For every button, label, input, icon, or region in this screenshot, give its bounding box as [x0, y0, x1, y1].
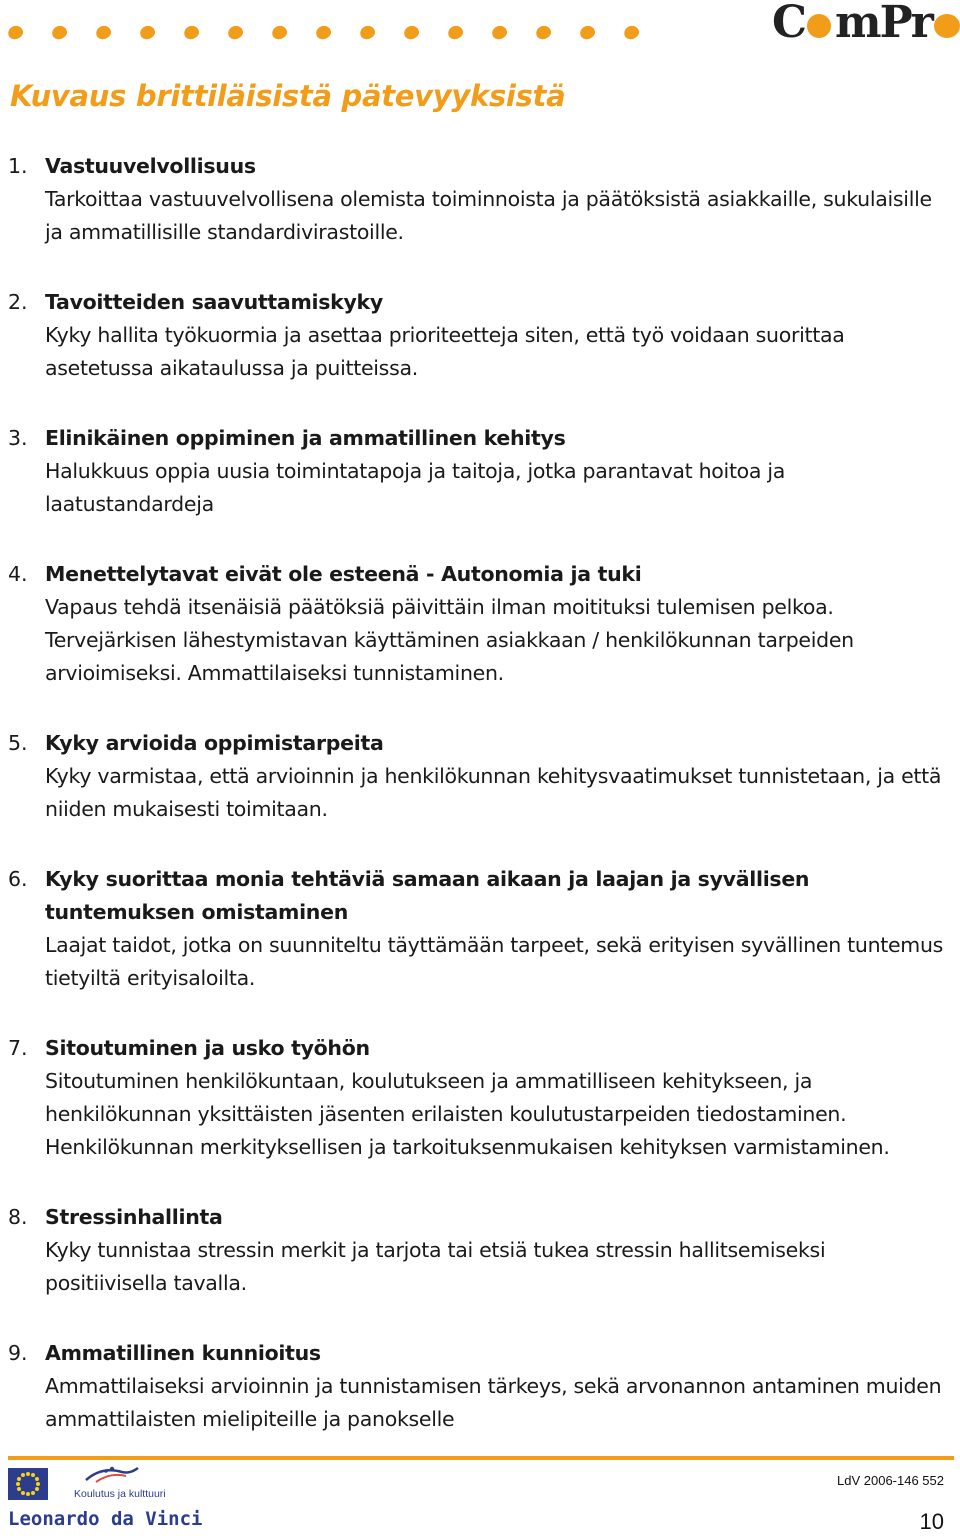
list-item	[0, 558, 960, 690]
list-item-heading: Kyky suorittaa monia tehtäviä samaan aikaan ja laajan ja syvällisen tuntemuksen omistaminen	[45, 867, 810, 924]
list-item-number: 3.	[8, 426, 28, 450]
eu-star-icon	[31, 1473, 35, 1477]
list-item-heading: Stressinhallinta	[45, 1205, 223, 1229]
decorative-dot-icon	[270, 24, 289, 41]
eu-star-icon	[17, 1487, 21, 1491]
eu-star-icon	[16, 1482, 20, 1486]
decorative-dot-icon	[358, 24, 377, 41]
list-item-description: Laajat taidot, jotka on suunniteltu täyttämään tarpeet, sekä erityisen syvällinen tuntemus tietyiltä erityisaloilta.	[45, 933, 944, 990]
list-item-description: Vapaus tehdä itsenäisiä päätöksiä päivittäin ilman moitituksi tulemisen pelkoa. Tervejärkisen lähestymistavan käyttäminen asiakkaan / henkilökunnan tarpeiden arvioimiseksi. Ammattilaiseksi tunnistaminen.	[45, 595, 854, 685]
decorative-dot-icon	[226, 24, 245, 41]
page-number: 10	[919, 1509, 944, 1534]
education-culture-icon	[82, 1464, 142, 1484]
list-item	[0, 286, 960, 385]
list-item-heading: Vastuuvelvollisuus	[45, 154, 256, 178]
list-item	[0, 863, 960, 995]
list-item-heading: Ammatillinen kunnioitus	[45, 1341, 321, 1365]
eu-star-icon	[35, 1487, 39, 1491]
list-item-heading: Sitoutuminen ja usko työhön	[45, 1036, 370, 1060]
compro-logo: C mPr	[772, 0, 942, 46]
list-item-number: 4.	[8, 562, 28, 586]
list-item-description: Ammattilaiseksi arvioinnin ja tunnistamisen tärkeys, sekä arvonannon antaminen muiden ammattilaisten mielipiteille ja panokselle	[45, 1374, 942, 1431]
list-item	[0, 727, 960, 826]
list-item-heading: Kyky arvioida oppimistarpeita	[45, 731, 384, 755]
decorative-dot-icon	[50, 24, 69, 41]
competency-list	[0, 150, 960, 1473]
list-item-description: Kyky tunnistaa stressin merkit ja tarjota tai etsiä tukea stressin hallitsemiseksi positiivisella tavalla.	[45, 1238, 826, 1295]
eu-flag-icon	[8, 1468, 48, 1500]
ministry-text: Koulutus ja kulttuuri	[74, 1488, 166, 1500]
eu-star-icon	[21, 1491, 25, 1495]
decorative-dot-icon	[314, 24, 333, 41]
decorative-dot-icon	[446, 24, 465, 41]
eu-star-icon	[26, 1492, 30, 1496]
list-item-number: 8.	[8, 1205, 28, 1229]
list-item-number: 7.	[8, 1036, 28, 1060]
eu-star-icon	[26, 1472, 30, 1476]
logo-o-2	[932, 0, 960, 46]
eu-star-icon	[21, 1473, 25, 1477]
programme-name: Leonardo da Vinci	[8, 1508, 203, 1530]
eu-star-icon	[35, 1477, 39, 1481]
list-item-description: Kyky hallita työkuormia ja asettaa prioriteetteja siten, että työ voidaan suorittaa asetetussa aikataulussa ja puitteissa.	[45, 323, 845, 380]
list-item-number: 6.	[8, 867, 28, 891]
list-item-description: Tarkoittaa vastuuvelvollisena olemista toiminnoista ja päätöksistä asiakkaille, sukulaisille ja ammatillisille standardivirastoille.	[45, 187, 932, 244]
eu-star-icon	[31, 1491, 35, 1495]
decorative-dot-icon	[578, 24, 597, 41]
decorative-dot-icon	[490, 24, 509, 41]
decorative-dot-icon	[402, 24, 421, 41]
eu-star-icon	[17, 1477, 21, 1481]
list-item-number: 9.	[8, 1341, 28, 1365]
footer-divider	[8, 1456, 954, 1460]
list-item	[0, 1032, 960, 1164]
list-item	[0, 1201, 960, 1300]
decorative-dot-icon	[6, 24, 25, 41]
list-item-description: Sitoutuminen henkilökuntaan, koulutukseen ja ammatilliseen kehitykseen, ja henkilökunnan yksittäisten jäsenten erilaisten koulutustarpeiden tiedostaminen. Henkilökunnan merkityksellisen ja tarkoituksenmukaisen kehityksen varmistaminen.	[45, 1069, 890, 1159]
list-item-number: 1.	[8, 154, 28, 178]
decorative-dot-icon	[622, 24, 641, 41]
list-item	[0, 150, 960, 249]
list-item-number: 5.	[8, 731, 28, 755]
page-title: Kuvaus brittiläisistä pätevyyksistä	[10, 79, 566, 113]
decorative-dot-icon	[94, 24, 113, 41]
list-item-heading: Menettelytavat eivät ole esteenä - Autonomia ja tuki	[45, 562, 642, 586]
decorative-dot-icon	[138, 24, 157, 41]
list-item	[0, 422, 960, 521]
decorative-dot-icon	[534, 24, 553, 41]
list-item-heading: Elinikäinen oppiminen ja ammatillinen kehitys	[45, 426, 566, 450]
list-item-number: 2.	[8, 290, 28, 314]
logo-o-1	[805, 0, 835, 46]
decorative-dot-icon	[182, 24, 201, 41]
list-item-description: Halukkuus oppia uusia toimintatapoja ja taitoja, jotka parantavat hoitoa ja laatustandardeja	[45, 459, 786, 516]
list-item-description: Kyky varmistaa, että arvioinnin ja henkilökunnan kehitysvaatimukset tunnistetaan, ja että niiden mukaisesti toimitaan.	[45, 764, 942, 821]
eu-star-icon	[36, 1482, 40, 1486]
list-item-heading: Tavoitteiden saavuttamiskyky	[45, 290, 383, 314]
document-reference: LdV 2006-146 552	[837, 1473, 944, 1488]
list-item	[0, 1337, 960, 1436]
